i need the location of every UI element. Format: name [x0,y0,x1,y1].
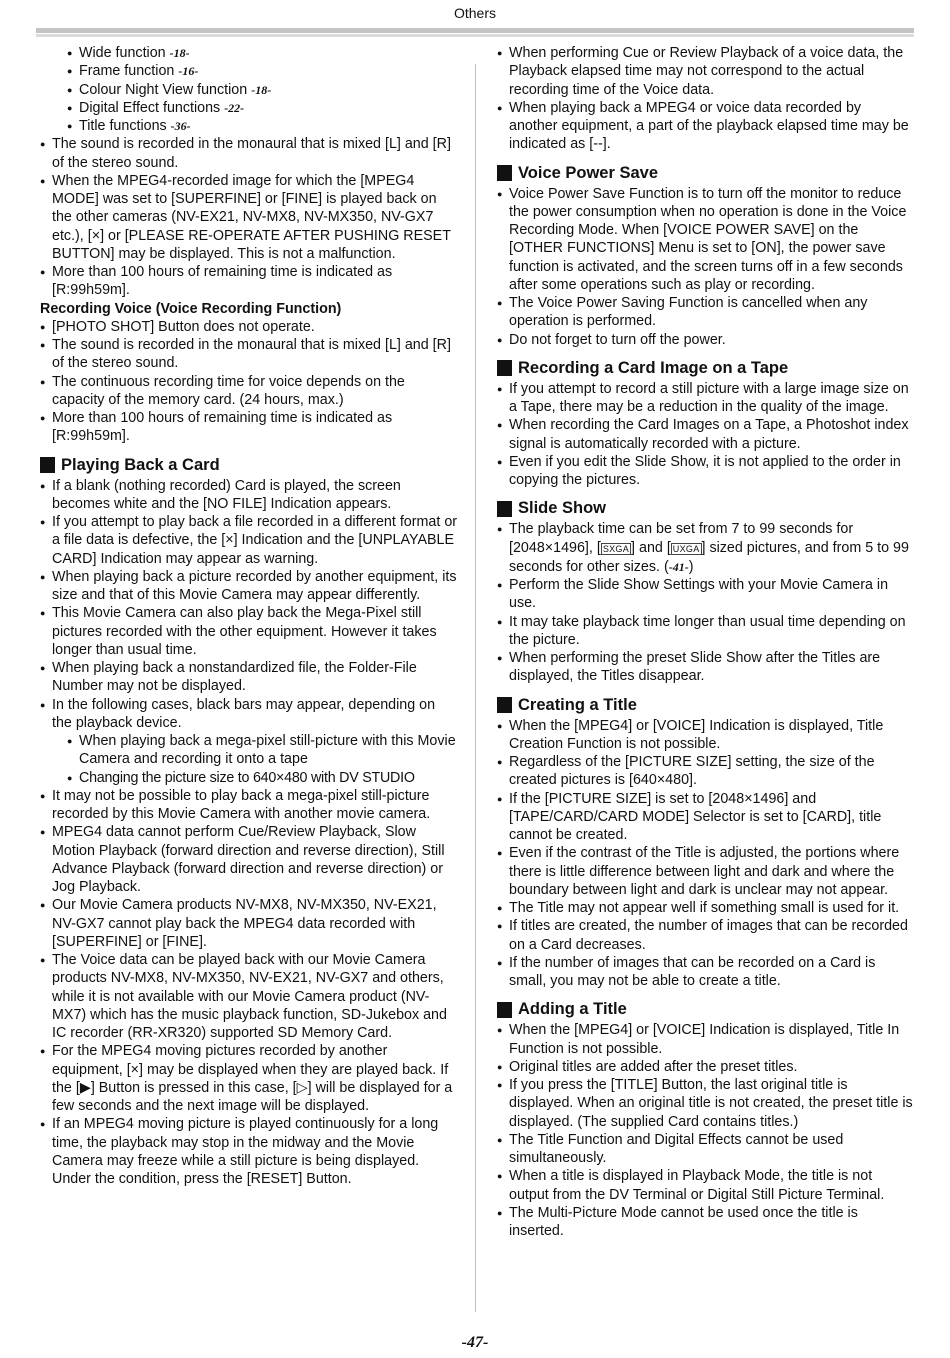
list-item: ● MPEG4 data cannot perform Cue/Review Playback, Slow Motion Playback (forward direction and reverse direction), Still Advance Playback (forward direction and reverse direction) or Jog Playback. [40,823,458,896]
list-item: ● Do not forget to turn off the power. [497,331,913,349]
voice-bullet-list [40,318,458,446]
playing-bullet-list [40,477,458,1189]
right-column [497,44,913,1240]
intro-sub-item: ● Frame function -16- [40,62,458,80]
list-item: ● Even if the contrast of the Title is adjusted, the portions where there is little difference between light and dark and where the boundary between light and dark is unclear may not appear. [497,844,913,899]
list-item: ● The Voice Power Saving Function is cancelled when any operation is performed. [497,294,913,331]
list-item: ● [PHOTO SHOT] Button does not operate. [40,318,458,336]
page-number: -47- [461,1334,489,1351]
intro-sub-list [40,44,458,135]
intro-sub-item: ● Title functions -36- [40,117,458,135]
section-square-icon [497,697,512,713]
section-title-creating-title: Creating a Title [497,695,913,716]
list-item: ● The sound is recorded in the monaural that is mixed [L] and [R] of the stereo sound. [40,336,458,373]
list-item: ● If titles are created, the number of images that can be recorded on a Card decreases. [497,917,913,954]
list-item: ● If you press the [TITLE] Button, the last original title is displayed. When an original title is not created, the preset title is displayed. (The supplied Card contains titles.) [497,1076,913,1131]
voice-recording-heading: Recording Voice (Voice Recording Function) [40,300,342,317]
page-header-title: Others [453,5,496,21]
column-divider [475,64,476,1312]
page-ref[interactable]: -18- [251,82,272,97]
list-item: ● Original titles are added after the preset titles. [497,1058,913,1076]
page-ref[interactable]: -22- [224,100,245,115]
list-item: ● When the [MPEG4] or [VOICE] Indication is displayed, Title Creation Function is not possible. [497,717,913,754]
list-item: ● If the number of images that can be recorded on a Card is small, you may not be able to create a title. [497,954,913,991]
list-item: ● The Title may not appear well if something small is used for it. [497,899,913,917]
list-item: ● The Multi-Picture Mode cannot be used once the title is inserted. [497,1204,913,1241]
list-item: ● Voice Power Save Function is to turn off the monitor to reduce the power consumption when no operation is done in the Voice Recording Mode. When [VOICE POWER SAVE] on the [OTHER FUNCTIONS] Menu is set to [ON], the power save function is activated, and the screen turns off in a few seconds after some operations such as play or recording. [497,185,913,295]
section-square-icon [497,360,512,376]
add-bullet-list [497,1021,913,1240]
section-square-icon [497,501,512,517]
list-item: ● It may take playback time longer than usual time depending on the picture. [497,613,913,650]
sxga-label: SXGA [602,543,630,554]
header-rule [36,28,914,33]
top-bullet-list [497,44,913,154]
header-rule-shadow [36,34,914,37]
page-ref[interactable]: -36- [170,119,191,133]
section-square-icon [497,1002,512,1018]
intro-sub-item: ● Digital Effect functions -22- [40,99,458,117]
list-item: ● Perform the Slide Show Settings with your Movie Camera in use. [497,576,913,613]
list-item: ● This Movie Camera can also play back the Mega-Pixel still pictures recorded with the other equipment. However it takes longer than usual time. [40,604,458,659]
section-title-voice-power-save: Voice Power Save [497,163,913,184]
list-item: ● When a title is displayed in Playback Mode, the title is not output from the DV Terminal or Digital Still Picture Terminal. [497,1167,913,1204]
list-item: ● If an MPEG4 moving picture is played continuously for a long time, the playback may stop in the midway and the Movie Camera may freeze while a still picture is being displayed. Under the condition, press the [RESET] Button. [40,1115,458,1188]
list-item: ● Even if you edit the Slide Show, it is not applied to the order in copying the pictures. [497,453,913,490]
list-item: ● For the MPEG4 moving pictures recorded by another equipment, [×] may be displayed when they are played back. If the [▶] Button is pressed in this case, [▷] will be displayed for a few seconds and the next image will be displayed. [40,1042,458,1115]
intro-sub-item: ● Wide function -18- [40,44,458,62]
list-item: ● When the MPEG4-recorded image for which the [MPEG4 MODE] was set to [SUPERFINE] or [FINE] is played back on the other cameras (NV-EX21, NV-MX8, NV-MX350, NV-GX7 etc.), [×] or [PLEASE RE-OPERATE AFTER PUSHING RESET BUTTON] may be displayed. This is not a malfunction. [40,172,458,263]
list-item: ● When recording the Card Images on a Tape, a Photoshot index signal is automatically recorded with a picture. [497,416,913,453]
list-item: ● More than 100 hours of remaining time is indicated as [R:99h59m]. [40,263,458,300]
left-column [40,44,458,1188]
list-item: ● When playing back a picture recorded by another equipment, its size and that of this Movie Camera may appear differently. [40,568,458,605]
list-item: ● Regardless of the [PICTURE SIZE] setting, the size of the created pictures is [640×480]. [497,753,913,790]
section-square-icon [40,457,55,473]
list-item: ● Our Movie Camera products NV-MX8, NV-MX350, NV-EX21, NV-GX7 cannot play back the MPEG4 data recorded with [SUPERFINE] or [FINE]. [40,896,458,951]
uxga-label: UXGA [672,543,700,554]
list-item: ● When playing back a MPEG4 or voice data recorded by another equipment, a part of the playback elapsed time may be indicated as [--]. [497,99,913,154]
section-title-adding-title: Adding a Title [497,999,913,1020]
list-sub-item: ● Changing the picture size to 640×480 with DV STUDIO [40,769,458,787]
rec-bullet-list [497,380,913,490]
list-item: ● When performing Cue or Review Playback of a voice data, the Playback elapsed time may not correspond to the actual recording time of the Voice data. [497,44,913,99]
list-sub-item: ● When playing back a mega-pixel still-picture with this Movie Camera and recording it onto a tape [40,732,458,769]
list-item: ● When the [MPEG4] or [VOICE] Indication is displayed, Title In Function is not possible. [497,1021,913,1058]
page-ref[interactable]: -41- [668,559,689,574]
intro-sub-item: ● Colour Night View function -18- [40,81,458,99]
list-item: ● If the [PICTURE SIZE] is set to [2048×1496] and [TAPE/CARD/CARD MODE] Selector is set to [CARD], title cannot be created. [497,790,913,845]
page-ref[interactable]: -16- [178,64,199,79]
list-item: ● When playing back a nonstandardized file, the Folder-File Number may not be displayed. [40,659,458,696]
slide-bullet-list [497,520,913,685]
intro-bullet-list [40,135,458,299]
list-item: ● More than 100 hours of remaining time is indicated as [R:99h59m]. [40,409,458,446]
vps-bullet-list [497,185,913,349]
section-square-icon [497,165,512,181]
list-item: ● It may not be possible to play back a mega-pixel still-picture recorded by this Movie Camera with another movie camera. [40,787,458,824]
list-item: ● The continuous recording time for voice depends on the capacity of the memory card. (24 hours, max.) [40,373,458,410]
list-item: ● The playback time can be set from 7 to 99 seconds for [2048×1496], [ SXGA ] and [ UXGA ] sized pictures, and from 5 to 99 seconds for other sizes. (-41-) [497,520,913,576]
list-item: ● The Title Function and Digital Effects cannot be used simultaneously. [497,1131,913,1168]
list-item: ● In the following cases, black bars may appear, depending on the playback device. [40,696,458,733]
list-item: ● If you attempt to play back a file recorded in a different format or a file data is defective, the [×] Indication and the [UNPLAYABLE CARD] Indication may appear as warning. [40,513,458,568]
section-title-playing-back-card: Playing Back a Card [40,455,458,476]
create-bullet-list [497,717,913,991]
list-item: ● If you attempt to record a still picture with a large image size on a Tape, there may be a reduction in the quality of the image. [497,380,913,417]
section-title-slide-show: Slide Show [497,498,913,519]
list-item: ● The sound is recorded in the monaural that is mixed [L] and [R] of the stereo sound. [40,135,458,172]
page-ref[interactable]: -18- [169,46,190,60]
section-title-recording-card-image: Recording a Card Image on a Tape [497,358,913,379]
list-item: ● If a blank (nothing recorded) Card is played, the screen becomes white and the [NO FILE] Indication appears. [40,477,458,514]
list-item: ● When performing the preset Slide Show after the Titles are displayed, the Titles disappear. [497,649,913,686]
list-item: ● The Voice data can be played back with our Movie Camera products NV-MX8, NV-MX350, NV-EX21, NV-GX7 and others, while it is not available with our Movie Camera product (NV-MX7) which has the music playback function, SD-Jukebox and IC recorder (RR-XR320) supported SD Memory Card. [40,951,458,1042]
